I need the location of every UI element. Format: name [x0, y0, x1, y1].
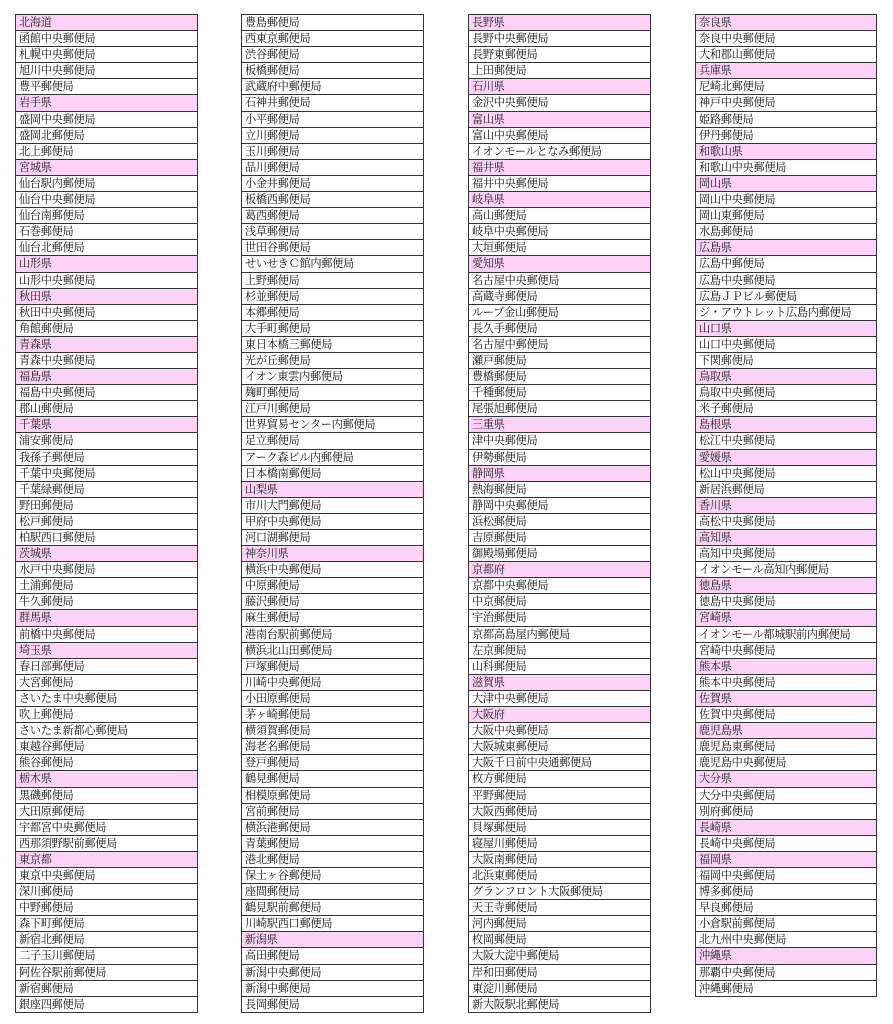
post-office-cell: 保土ヶ谷郵便局: [242, 868, 423, 884]
prefecture-header-cell: 静岡県: [469, 466, 650, 482]
prefecture-header-cell: 群馬県: [16, 610, 197, 626]
post-office-cell: 高山郵便局: [469, 208, 650, 224]
post-office-cell: 長野中央郵便局: [469, 31, 650, 47]
post-office-cell: 御殿場郵便局: [469, 546, 650, 562]
post-office-cell: 岡山中央郵便局: [696, 192, 876, 208]
post-office-cell: 米子郵便局: [696, 401, 876, 417]
post-office-cell: 藤沢郵便局: [242, 594, 423, 610]
prefecture-header-cell: 兵庫県: [696, 63, 876, 79]
post-office-cell: 阿佐谷駅前郵便局: [16, 965, 197, 981]
post-office-cell: 北九州中央郵便局: [696, 932, 876, 948]
prefecture-header-cell: 熊本県: [696, 659, 876, 675]
post-office-cell: 伊丹郵便局: [696, 128, 876, 144]
post-office-cell: 別府郵便局: [696, 804, 876, 820]
post-office-cell: 市川大門郵便局: [242, 498, 423, 514]
post-office-cell: 岡山東郵便局: [696, 208, 876, 224]
post-office-cell: 大阪大淀中郵便局: [469, 948, 650, 964]
post-office-cell: 宇治郵便局: [469, 610, 650, 626]
post-office-cell: 千葉緑郵便局: [16, 482, 197, 498]
post-office-cell: 京都高島屋内郵便局: [469, 627, 650, 643]
prefecture-header-cell: 徳島県: [696, 578, 876, 594]
post-office-cell: 座間郵便局: [242, 884, 423, 900]
post-office-cell: 広島中郵便局: [696, 256, 876, 272]
post-office-cell: 我孫子郵便局: [16, 450, 197, 466]
post-office-cell: 天王寺郵便局: [469, 900, 650, 916]
post-office-cell: 広島中央郵便局: [696, 273, 876, 289]
prefecture-header-cell: 北海道: [16, 15, 197, 31]
post-office-cell: 金沢中央郵便局: [469, 95, 650, 111]
post-office-cell: 深川郵便局: [16, 884, 197, 900]
post-office-cell: 高田郵便局: [242, 948, 423, 964]
post-office-cell: 大手町郵便局: [242, 321, 423, 337]
post-office-cell: 尾張旭郵便局: [469, 401, 650, 417]
post-office-cell: 中京郵便局: [469, 594, 650, 610]
post-office-cell: 寝屋川郵便局: [469, 836, 650, 852]
prefecture-header-cell: 埼玉県: [16, 643, 197, 659]
post-office-cell: 麹町郵便局: [242, 385, 423, 401]
post-office-cell: 板橋郵便局: [242, 63, 423, 79]
post-office-table-column-4: [695, 14, 877, 997]
post-office-cell: 千種郵便局: [469, 385, 650, 401]
prefecture-header-cell: 長崎県: [696, 820, 876, 836]
post-office-cell: 横須賀郵便局: [242, 723, 423, 739]
post-office-cell: 水島郵便局: [696, 224, 876, 240]
post-office-cell: 仙台中央郵便局: [16, 192, 197, 208]
post-office-cell: 大阪城東郵便局: [469, 739, 650, 755]
post-office-cell: 熊本中央郵便局: [696, 675, 876, 691]
post-office-cell: 下関郵便局: [696, 353, 876, 369]
post-office-cell: 品川郵便局: [242, 160, 423, 176]
post-office-cell: 柏駅西口郵便局: [16, 530, 197, 546]
post-office-cell: 前橋中央郵便局: [16, 627, 197, 643]
prefecture-header-cell: 宮崎県: [696, 610, 876, 626]
post-office-cell: 佐賀中央郵便局: [696, 707, 876, 723]
prefecture-header-cell: 山口県: [696, 321, 876, 337]
post-office-cell: 鶴見駅前郵便局: [242, 900, 423, 916]
post-office-cell: イオンモールとなみ郵便局: [469, 144, 650, 160]
post-office-cell: 新宿北郵便局: [16, 932, 197, 948]
post-office-cell: 小倉駅前郵便局: [696, 916, 876, 932]
post-office-cell: 仙台駅内郵便局: [16, 176, 197, 192]
post-office-cell: 長崎中央郵便局: [696, 836, 876, 852]
post-office-cell: 浜松郵便局: [469, 514, 650, 530]
prefecture-header-cell: 岡山県: [696, 176, 876, 192]
prefecture-header-cell: 鹿児島県: [696, 723, 876, 739]
post-office-cell: 森下町郵便局: [16, 916, 197, 932]
prefecture-header-cell: 長野県: [469, 15, 650, 31]
post-office-cell: ジ・アウトレット広島内郵便局: [696, 305, 876, 321]
post-office-cell: 水戸中央郵便局: [16, 562, 197, 578]
post-office-cell: 石巻郵便局: [16, 224, 197, 240]
post-office-cell: 板橋西郵便局: [242, 192, 423, 208]
post-office-cell: 鹿児島東郵便局: [696, 739, 876, 755]
post-office-cell: 麻生郵便局: [242, 610, 423, 626]
post-office-cell: 函館中央郵便局: [16, 31, 197, 47]
post-office-cell: 松戸郵便局: [16, 514, 197, 530]
post-office-cell: 吹上郵便局: [16, 707, 197, 723]
post-office-cell: 松山中央郵便局: [696, 466, 876, 482]
post-office-cell: 山形中央郵便局: [16, 273, 197, 289]
post-office-cell: 高蔵寺郵便局: [469, 289, 650, 305]
post-office-cell: 高松中央郵便局: [696, 514, 876, 530]
prefecture-header-cell: 大分県: [696, 771, 876, 787]
post-office-cell: 横浜港郵便局: [242, 820, 423, 836]
post-office-cell: 本郷郵便局: [242, 305, 423, 321]
prefecture-header-cell: 岩手県: [16, 95, 197, 111]
post-office-cell: 仙台北郵便局: [16, 240, 197, 256]
prefecture-header-cell: 秋田県: [16, 289, 197, 305]
prefecture-header-cell: 神奈川県: [242, 546, 423, 562]
post-office-cell: 茅ヶ崎郵便局: [242, 707, 423, 723]
post-office-cell: グランフロント大阪郵便局: [469, 884, 650, 900]
post-office-cell: 山科郵便局: [469, 659, 650, 675]
prefecture-header-cell: 青森県: [16, 337, 197, 353]
post-office-cell: 平野郵便局: [469, 788, 650, 804]
post-office-cell: 港南台駅前郵便局: [242, 627, 423, 643]
prefecture-header-cell: 宮城県: [16, 160, 197, 176]
post-office-cell: 武蔵府中郵便局: [242, 79, 423, 95]
post-office-cell: 浦安郵便局: [16, 433, 197, 449]
prefecture-header-cell: 佐賀県: [696, 691, 876, 707]
post-office-cell: 神戸中央郵便局: [696, 95, 876, 111]
prefecture-header-cell: 石川県: [469, 79, 650, 95]
post-office-cell: 銀座四郵便局: [16, 997, 197, 1013]
prefecture-header-cell: 和歌山県: [696, 144, 876, 160]
post-office-cell: さいたま中央郵便局: [16, 691, 197, 707]
post-office-cell: 横浜中央郵便局: [242, 562, 423, 578]
post-office-cell: 福岡中央郵便局: [696, 868, 876, 884]
post-office-cell: 大垣郵便局: [469, 240, 650, 256]
post-office-cell: 富山中央郵便局: [469, 128, 650, 144]
post-office-cell: 青葉郵便局: [242, 836, 423, 852]
post-office-cell: アーク森ビル内郵便局: [242, 450, 423, 466]
post-office-cell: 東京中央郵便局: [16, 868, 197, 884]
post-office-cell: 西那須野駅前郵便局: [16, 836, 197, 852]
post-office-cell: 旭川中央郵便局: [16, 63, 197, 79]
post-office-cell: イオンモール都城駅前内郵便局: [696, 627, 876, 643]
prefecture-header-cell: 鳥取県: [696, 369, 876, 385]
post-office-cell: 河内郵便局: [469, 916, 650, 932]
post-office-cell: 長野東郵便局: [469, 47, 650, 63]
post-office-cell: 中野郵便局: [16, 900, 197, 916]
post-office-cell: 姫路郵便局: [696, 112, 876, 128]
post-office-cell: 小平郵便局: [242, 112, 423, 128]
prefecture-header-cell: 高知県: [696, 530, 876, 546]
post-office-cell: 新居浜郵便局: [696, 482, 876, 498]
prefecture-header-cell: 東京都: [16, 852, 197, 868]
post-office-cell: 左京郵便局: [469, 643, 650, 659]
post-office-cell: 杉並郵便局: [242, 289, 423, 305]
post-office-cell: 角館郵便局: [16, 321, 197, 337]
post-office-cell: 大和郡山郵便局: [696, 47, 876, 63]
post-office-cell: 世界貿易センター内郵便局: [242, 417, 423, 433]
post-office-cell: 渋谷郵便局: [242, 47, 423, 63]
prefecture-header-cell: 千葉県: [16, 417, 197, 433]
prefecture-header-cell: 岐阜県: [469, 192, 650, 208]
post-office-cell: 吉原郵便局: [469, 530, 650, 546]
post-office-cell: 大阪西郵便局: [469, 804, 650, 820]
post-office-cell: 港北郵便局: [242, 852, 423, 868]
post-office-cell: 秋田中央郵便局: [16, 305, 197, 321]
post-office-cell: 甲府中央郵便局: [242, 514, 423, 530]
prefecture-header-cell: 山形県: [16, 256, 197, 272]
post-office-cell: 岐阜中央郵便局: [469, 224, 650, 240]
post-office-cell: 足立郵便局: [242, 433, 423, 449]
post-office-cell: 春日部郵便局: [16, 659, 197, 675]
post-office-cell: 熊谷郵便局: [16, 755, 197, 771]
post-office-cell: 相模原郵便局: [242, 788, 423, 804]
post-office-cell: 河口湖郵便局: [242, 530, 423, 546]
post-office-cell: 札幌中央郵便局: [16, 47, 197, 63]
prefecture-header-cell: 大阪府: [469, 707, 650, 723]
post-office-cell: 大宮郵便局: [16, 675, 197, 691]
post-office-cell: 松江中央郵便局: [696, 433, 876, 449]
prefecture-header-cell: 新潟県: [242, 932, 423, 948]
prefecture-header-cell: 沖縄県: [696, 948, 876, 964]
post-office-cell: ループ金山郵便局: [469, 305, 650, 321]
prefecture-header-cell: 広島県: [696, 240, 876, 256]
post-office-cell: 大田原郵便局: [16, 804, 197, 820]
post-office-cell: 鹿児島中央郵便局: [696, 755, 876, 771]
post-office-cell: 宮前郵便局: [242, 804, 423, 820]
post-office-cell: 中原郵便局: [242, 578, 423, 594]
post-office-cell: 青森中央郵便局: [16, 353, 197, 369]
post-office-cell: 長岡郵便局: [242, 997, 423, 1013]
post-office-cell: 盛岡中央郵便局: [16, 112, 197, 128]
post-office-cell: 立川郵便局: [242, 128, 423, 144]
post-office-cell: 東日本橋三郵便局: [242, 337, 423, 353]
post-office-cell: 二子玉川郵便局: [16, 948, 197, 964]
post-office-cell: 千葉中央郵便局: [16, 466, 197, 482]
post-office-cell: 小金井郵便局: [242, 176, 423, 192]
post-office-cell: 東越谷郵便局: [16, 739, 197, 755]
post-office-cell: 葛西郵便局: [242, 208, 423, 224]
post-office-table-column-3: [468, 14, 651, 1013]
post-office-cell: 伊勢郵便局: [469, 450, 650, 466]
prefecture-header-cell: 島根県: [696, 417, 876, 433]
post-office-cell: 土浦郵便局: [16, 578, 197, 594]
post-office-cell: 那覇中央郵便局: [696, 965, 876, 981]
post-office-cell: 福島中央郵便局: [16, 385, 197, 401]
post-office-cell: 豊平郵便局: [16, 79, 197, 95]
post-office-cell: 大阪南郵便局: [469, 852, 650, 868]
prefecture-header-cell: 奈良県: [696, 15, 876, 31]
post-office-cell: 貝塚郵便局: [469, 820, 650, 836]
prefecture-header-cell: 愛知県: [469, 256, 650, 272]
post-office-cell: 鳥取中央郵便局: [696, 385, 876, 401]
prefecture-header-cell: 栃木県: [16, 771, 197, 787]
prefecture-header-cell: 愛媛県: [696, 450, 876, 466]
post-office-cell: 西東京郵便局: [242, 31, 423, 47]
post-office-cell: イオンモール高知内郵便局: [696, 562, 876, 578]
prefecture-header-cell: 京都府: [469, 562, 650, 578]
post-office-cell: 光が丘郵便局: [242, 353, 423, 369]
post-office-cell: 広島ＪＰビル郵便局: [696, 289, 876, 305]
post-office-cell: 沖縄郵便局: [696, 981, 876, 997]
post-office-table-column-2: [241, 14, 424, 1013]
post-office-cell: 山口中央郵便局: [696, 337, 876, 353]
prefecture-header-cell: 富山県: [469, 112, 650, 128]
post-office-cell: 上野郵便局: [242, 273, 423, 289]
post-office-cell: 大阪千日前中央通郵便局: [469, 755, 650, 771]
prefecture-header-cell: 山梨県: [242, 482, 423, 498]
post-office-cell: 豊島郵便局: [242, 15, 423, 31]
post-office-cell: 世田谷郵便局: [242, 240, 423, 256]
post-office-cell: 京都中央郵便局: [469, 578, 650, 594]
post-office-cell: 新潟中央郵便局: [242, 965, 423, 981]
prefecture-header-cell: 福井県: [469, 160, 650, 176]
post-office-cell: 枚方郵便局: [469, 771, 650, 787]
post-office-cell: 名古屋中郵便局: [469, 337, 650, 353]
post-office-cell: 津中央郵便局: [469, 433, 650, 449]
post-office-cell: 福井中央郵便局: [469, 176, 650, 192]
post-office-cell: 日本橋南郵便局: [242, 466, 423, 482]
prefecture-header-cell: 滋賀県: [469, 675, 650, 691]
prefecture-header-cell: 福岡県: [696, 852, 876, 868]
post-office-cell: 小田原郵便局: [242, 691, 423, 707]
post-office-cell: 黒磯郵便局: [16, 788, 197, 804]
post-office-cell: 徳島中央郵便局: [696, 594, 876, 610]
post-office-cell: 野田郵便局: [16, 498, 197, 514]
post-office-cell: 静岡中央郵便局: [469, 498, 650, 514]
post-office-cell: 名古屋中央郵便局: [469, 273, 650, 289]
post-office-cell: 東淀川郵便局: [469, 981, 650, 997]
post-office-cell: 浅草郵便局: [242, 224, 423, 240]
post-office-cell: 北浜東郵便局: [469, 868, 650, 884]
post-office-cell: 登戸郵便局: [242, 755, 423, 771]
post-office-cell: 早良郵便局: [696, 900, 876, 916]
post-office-cell: 熱海郵便局: [469, 482, 650, 498]
prefecture-header-cell: 茨城県: [16, 546, 197, 562]
post-office-cell: 戸塚郵便局: [242, 659, 423, 675]
post-office-cell: 和歌山中央郵便局: [696, 160, 876, 176]
post-office-cell: 川崎中央郵便局: [242, 675, 423, 691]
prefecture-header-cell: 三重県: [469, 417, 650, 433]
post-office-cell: 岸和田郵便局: [469, 965, 650, 981]
post-office-cell: 大分中央郵便局: [696, 788, 876, 804]
post-office-cell: 北上郵便局: [16, 144, 197, 160]
post-office-cell: 博多郵便局: [696, 884, 876, 900]
post-office-cell: さいたま新都心郵便局: [16, 723, 197, 739]
post-office-table-column-1: [15, 14, 198, 1013]
post-office-cell: 新宿郵便局: [16, 981, 197, 997]
post-office-cell: 上田郵便局: [469, 63, 650, 79]
post-office-cell: 大阪中央郵便局: [469, 723, 650, 739]
post-office-cell: 尼崎北郵便局: [696, 79, 876, 95]
post-office-cell: 石神井郵便局: [242, 95, 423, 111]
post-office-cell: 大津中央郵便局: [469, 691, 650, 707]
post-office-cell: 盛岡北郵便局: [16, 128, 197, 144]
post-office-cell: 豊橋郵便局: [469, 369, 650, 385]
post-office-cell: 鶴見郵便局: [242, 771, 423, 787]
post-office-cell: 宮崎中央郵便局: [696, 643, 876, 659]
prefecture-header-cell: 香川県: [696, 498, 876, 514]
post-office-cell: 奈良中央郵便局: [696, 31, 876, 47]
post-office-cell: 瀬戸郵便局: [469, 353, 650, 369]
post-office-cell: 横浜北山田郵便局: [242, 643, 423, 659]
post-office-cell: 郡山郵便局: [16, 401, 197, 417]
post-office-cell: 枚岡郵便局: [469, 932, 650, 948]
post-office-cell: イオン東雲内郵便局: [242, 369, 423, 385]
post-office-cell: 新大阪駅北郵便局: [469, 997, 650, 1013]
prefecture-header-cell: 福島県: [16, 369, 197, 385]
post-office-cell: 長久手郵便局: [469, 321, 650, 337]
post-office-cell: 玉川郵便局: [242, 144, 423, 160]
post-office-cell: 高知中央郵便局: [696, 546, 876, 562]
post-office-cell: 牛久郵便局: [16, 594, 197, 610]
post-office-cell: 江戸川郵便局: [242, 401, 423, 417]
post-office-cell: 海老名郵便局: [242, 739, 423, 755]
post-office-cell: 宇都宮中央郵便局: [16, 820, 197, 836]
post-office-cell: 仙台南郵便局: [16, 208, 197, 224]
post-office-cell: 新潟中郵便局: [242, 981, 423, 997]
post-office-cell: 川崎駅西口郵便局: [242, 916, 423, 932]
post-office-cell: せいせきＣ館内郵便局: [242, 256, 423, 272]
